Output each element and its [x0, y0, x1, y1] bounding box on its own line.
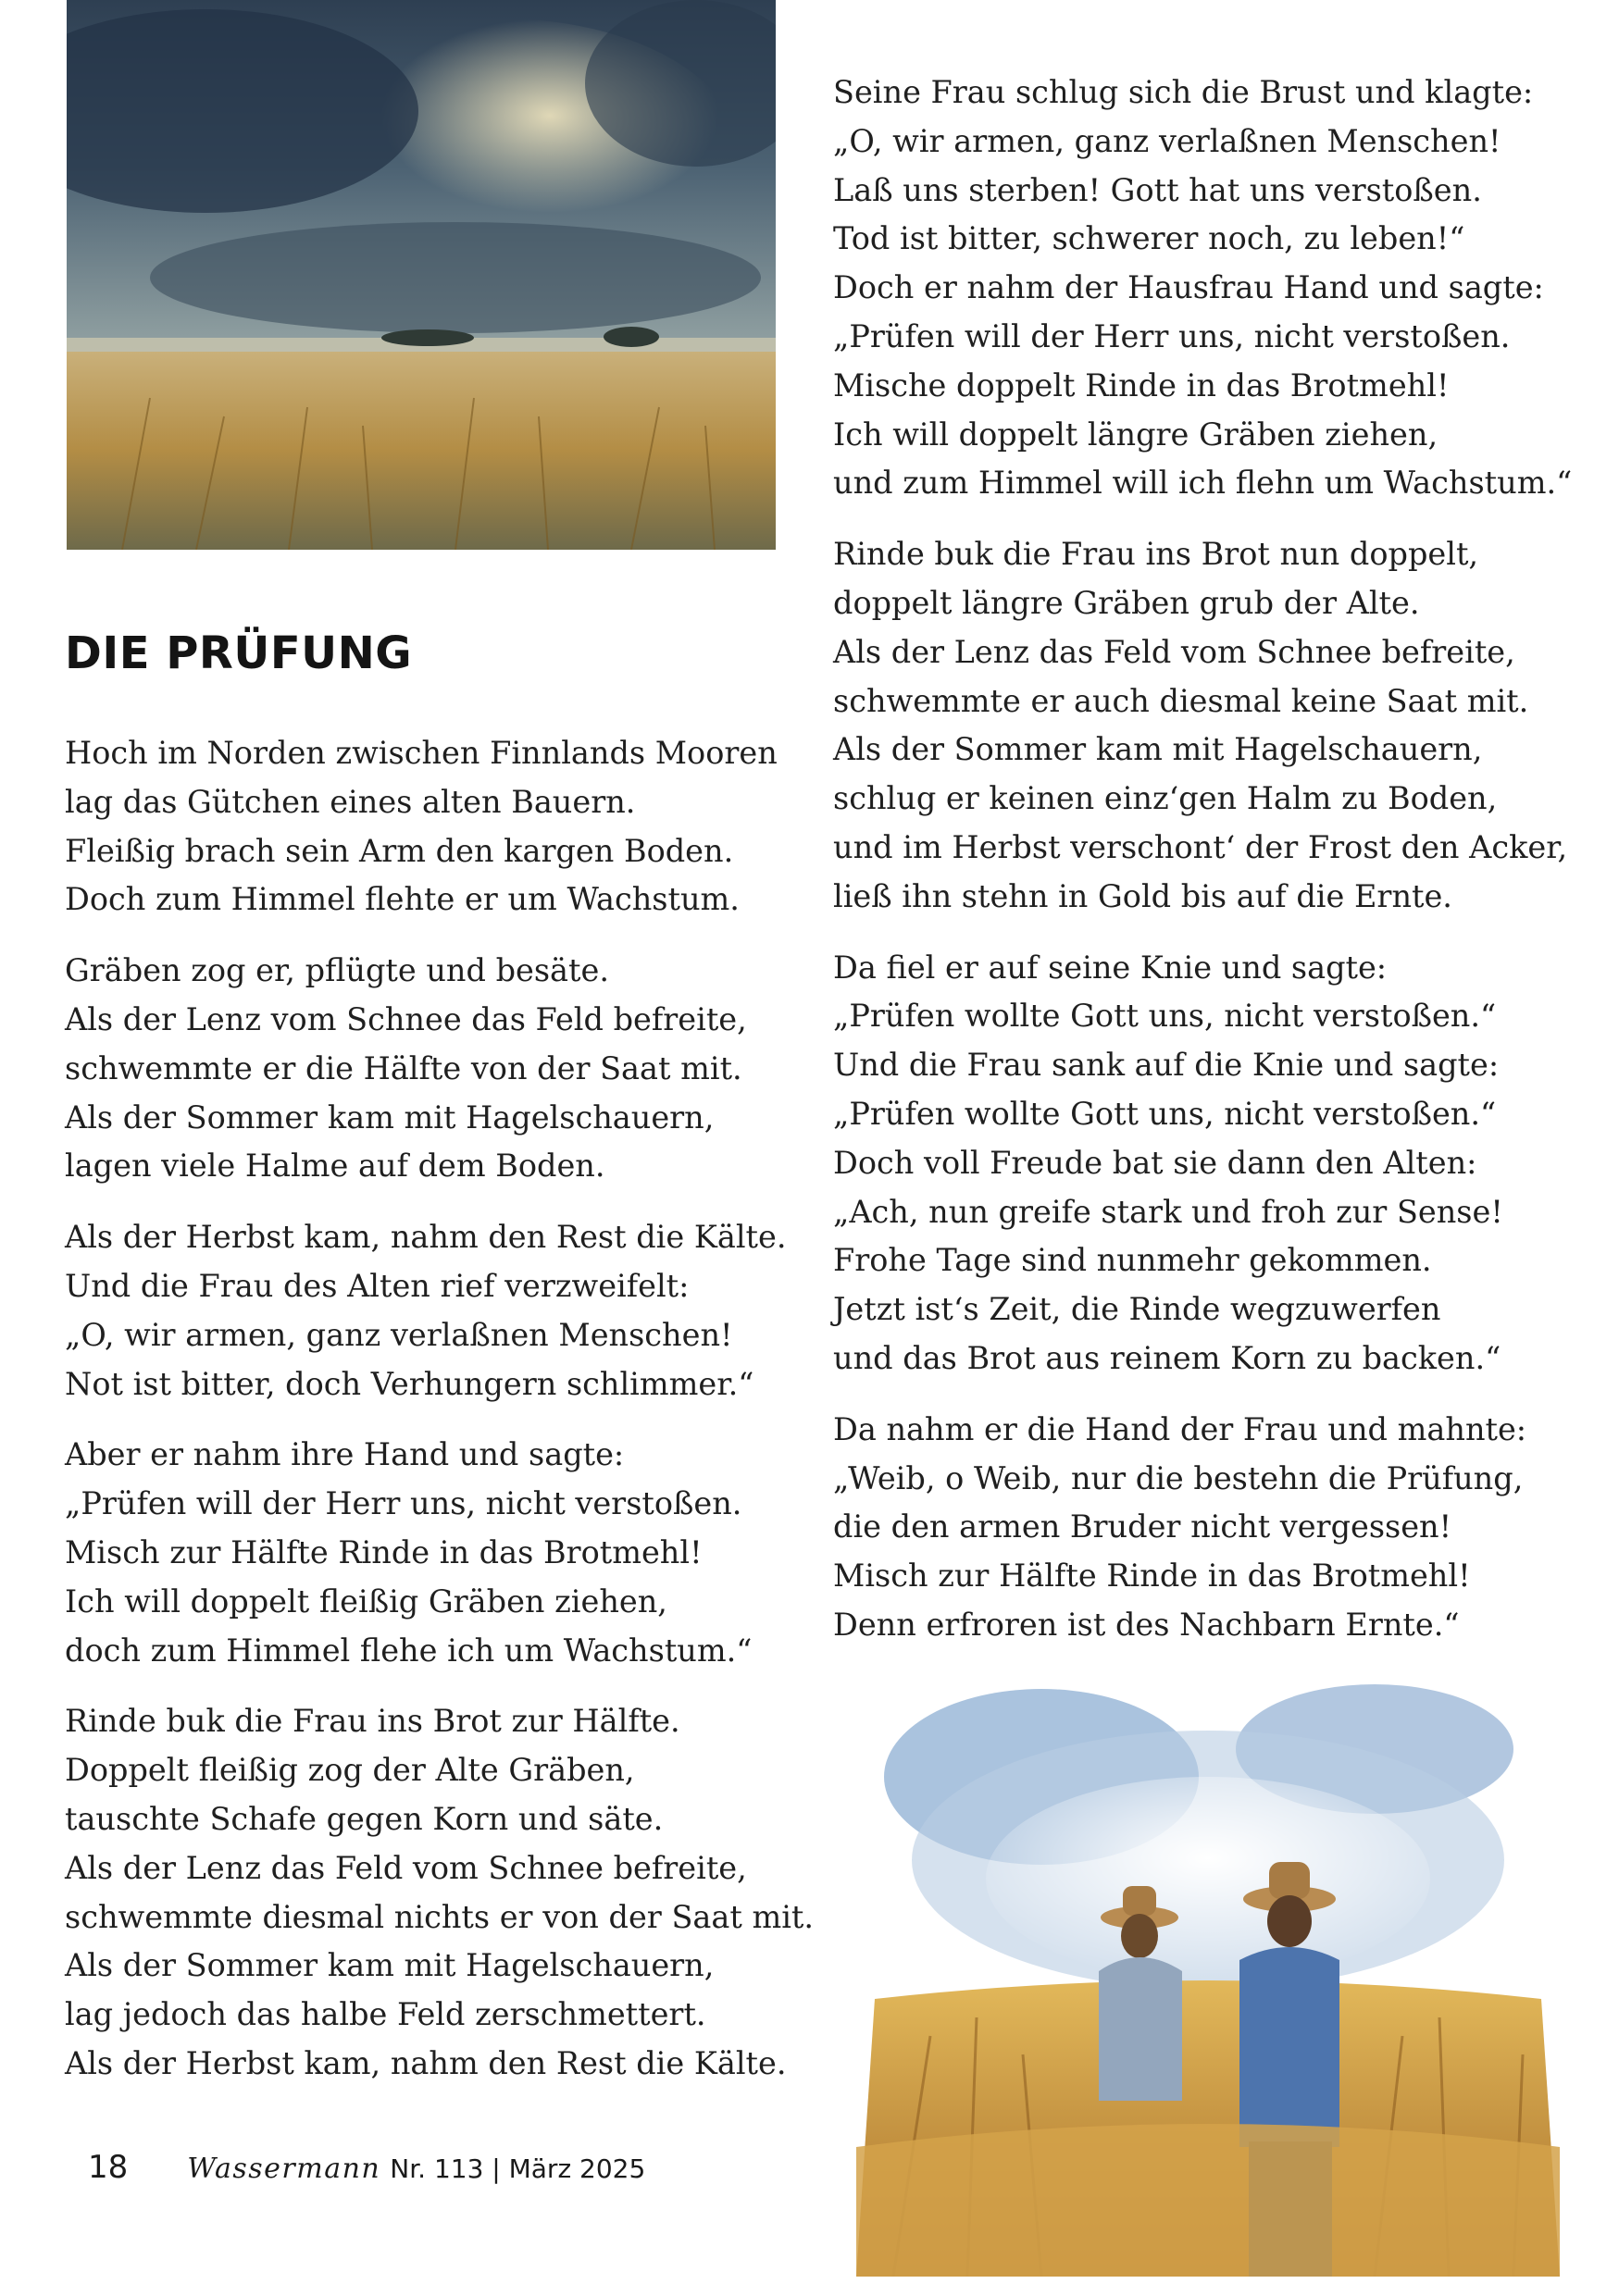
poem-line: „Prüfen will der Herr uns, nicht verstoßen. [65, 1485, 742, 1522]
poem-line: „O, wir armen, ganz verlaßnen Menschen! [833, 122, 1501, 159]
stormy-field-image [67, 0, 776, 550]
poem-line: Als der Herbst kam, nahm den Rest die Kälte. [65, 1219, 787, 1256]
poem-left-column [65, 729, 815, 2111]
poem-title: DIE PRÜFUNG [65, 627, 413, 679]
stormy-field-illustration [67, 0, 776, 550]
poem-line: Als der Sommer kam mit Hagelschauern, [65, 1098, 715, 1136]
poem-line: Misch zur Hälfte Rinde in das Brotmehl! [65, 1533, 703, 1570]
poem-line: Als der Lenz das Feld vom Schnee befreite, [65, 1849, 747, 1886]
poem-line: und das Brot aus reinem Korn zu backen.“ [833, 1339, 1501, 1376]
poem-line: Frohe Tage sind nunmehr gekommen. [833, 1242, 1432, 1279]
poem-line: Doch er nahm der Hausfrau Hand und sagte: [833, 269, 1544, 306]
stanza [833, 530, 1592, 921]
stanza [65, 1697, 815, 2088]
poem-line: Ich will doppelt längre Gräben ziehen, [833, 416, 1438, 453]
poem-line: schlug er keinen einz‘gen Halm zu Boden, [833, 780, 1498, 817]
poem-line: Ich will doppelt fleißig Gräben ziehen, [65, 1582, 667, 1620]
poem-line: schwemmte diesmal nichts er von der Saat mit. [65, 1898, 815, 1935]
poem-line: „Prüfen wollte Gott uns, nicht verstoßen.“ [833, 1095, 1497, 1132]
poem-line: Und die Frau sank auf die Knie und sagte: [833, 1047, 1500, 1084]
poem-line: Doch voll Freude bat sie dann den Alten: [833, 1144, 1477, 1181]
poem-line: Da nahm er die Hand der Frau und mahnte: [833, 1410, 1527, 1447]
stanza [65, 729, 805, 925]
poem-line: ließ ihn stehn in Gold bis auf die Ernte. [833, 877, 1452, 914]
poem-line: Als der Herbst kam, nahm den Rest die Kälte. [65, 2044, 787, 2081]
poem-line: schwemmte er die Hälfte von der Saat mit. [65, 1049, 742, 1086]
poem-line: Fleißig brach sein Arm den kargen Boden. [65, 832, 734, 869]
poem-line: Seine Frau schlug sich die Brust und klagte: [833, 74, 1534, 110]
poem-line: Doppelt fleißig zog der Alte Gräben, [65, 1752, 635, 1789]
poem-line: Laß uns sterben! Gott hat uns verstoßen. [833, 171, 1482, 208]
poem-line: Misch zur Hälfte Rinde in das Brotmehl! [833, 1558, 1471, 1595]
poem-line: Aber er nahm ihre Hand und sagte: [65, 1436, 625, 1473]
poem-line: Denn erfroren ist des Nachbarn Ernte.“ [833, 1606, 1460, 1643]
poem-line: Not ist bitter, doch Verhungern schlimmer.“ [65, 1365, 754, 1402]
poem-line: doch zum Himmel flehe ich um Wachstum.“ [65, 1632, 753, 1669]
stanza [65, 1213, 805, 1409]
poem-line: und im Herbst verschont‘ der Frost den Acker, [833, 828, 1568, 865]
poem-line: Und die Frau des Alten rief verzweifelt: [65, 1267, 690, 1304]
poem-line: Mische doppelt Rinde in das Brotmehl! [833, 366, 1450, 403]
poem-line: Tod ist bitter, schwerer noch, zu leben!“ [833, 220, 1465, 257]
couple-field-illustration [856, 1666, 1560, 2277]
poem-line: schwemmte er auch diesmal keine Saat mit. [833, 682, 1529, 719]
stanza [65, 1431, 805, 1675]
stanza [833, 944, 1592, 1384]
stanza [833, 68, 1592, 508]
poem-line: doppelt längre Gräben grub der Alte. [833, 584, 1420, 621]
poem-line: Hoch im Norden zwischen Finnlands Mooren [65, 735, 778, 771]
poem-line: Als der Sommer kam mit Hagelschauern, [833, 731, 1483, 768]
poem-line: die den armen Bruder nicht vergessen! [833, 1508, 1452, 1545]
poem-line: Als der Sommer kam mit Hagelschauern, [65, 1947, 715, 1984]
poem-line: Doch zum Himmel flehte er um Wachstum. [65, 881, 740, 918]
poem-line: „Prüfen wollte Gott uns, nicht verstoßen.“ [833, 998, 1497, 1035]
poem-line: „Ach, nun greife stark und froh zur Sense! [833, 1193, 1503, 1230]
poem-line: Da fiel er auf seine Knie und sagte: [833, 949, 1388, 986]
poem-line: „Weib, o Weib, nur die bestehn die Prüfung, [833, 1459, 1524, 1496]
poem-line: Rinde buk die Frau ins Brot zur Hälfte. [65, 1703, 680, 1740]
poem-line: Als der Lenz das Feld vom Schnee befreite, [833, 633, 1515, 670]
poem-line: Als der Lenz vom Schnee das Feld befreite, [65, 1000, 747, 1037]
poem-line: Jetzt ist‘s Zeit, die Rinde wegzuwerfen [833, 1291, 1441, 1328]
issue-info: Nr. 113 | März 2025 [390, 2153, 646, 2184]
poem-line: Rinde buk die Frau ins Brot nun doppelt, [833, 536, 1479, 573]
stanza [833, 1406, 1592, 1650]
poem-line: „Prüfen will der Herr uns, nicht verstoßen. [833, 317, 1511, 354]
poem-right-column [833, 68, 1592, 1672]
poem-line: lagen viele Halme auf dem Boden. [65, 1148, 605, 1185]
magazine-name: Wassermann [187, 2153, 381, 2185]
poem-line: lag jedoch das halbe Feld zerschmettert. [65, 1996, 706, 2033]
poem-line: Gräben zog er, pflügte und besäte. [65, 952, 609, 989]
poem-line: tauschte Schafe gegen Korn und säte. [65, 1800, 664, 1837]
stanza [65, 947, 805, 1191]
poem-line: „O, wir armen, ganz verlaßnen Menschen! [65, 1316, 733, 1353]
page-number: 18 [88, 2149, 129, 2186]
poem-line: und zum Himmel will ich flehn um Wachstum.“ [833, 465, 1573, 502]
couple-field-image [856, 1666, 1560, 2277]
page-footer [88, 2149, 645, 2186]
poem-line: lag das Gütchen eines alten Bauern. [65, 783, 636, 820]
